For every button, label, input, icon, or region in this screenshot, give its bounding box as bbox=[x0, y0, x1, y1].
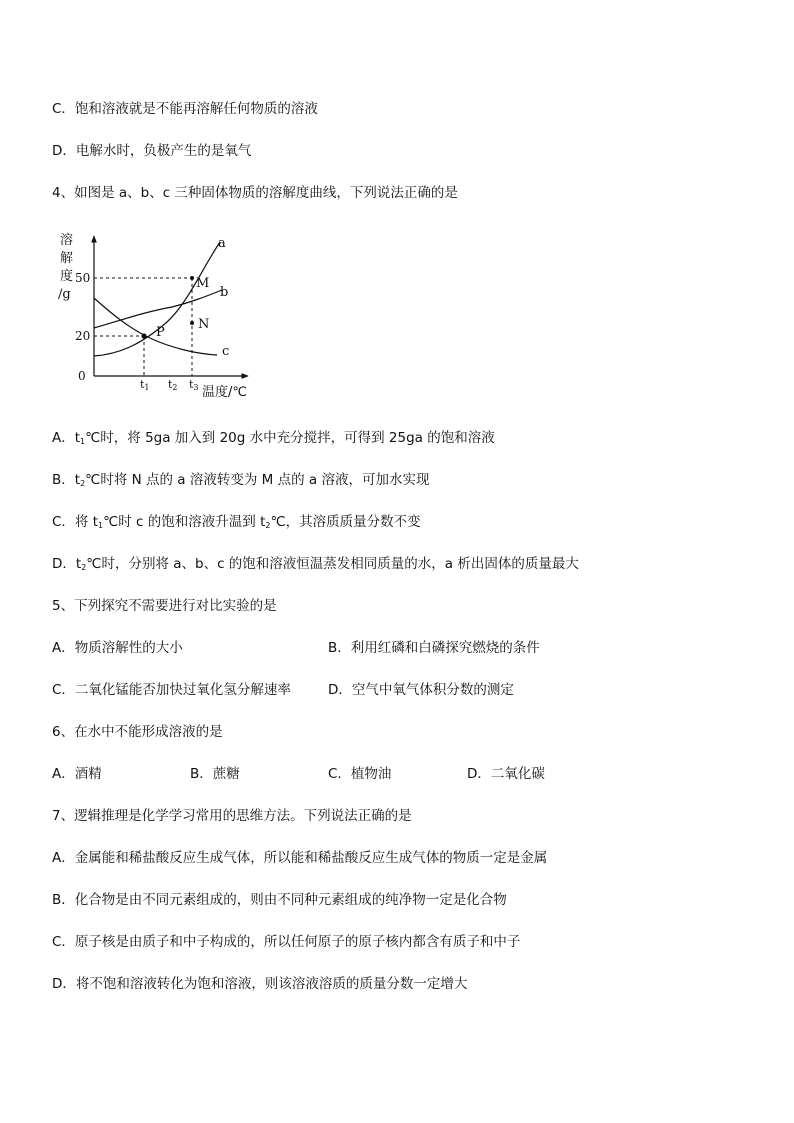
q4-option-a: A．$t_1℃$时，将 5ga 加入到 20g 水中充分搅拌，可得到 25ga 的饱和溶液 bbox=[52, 430, 495, 446]
q6-option-b: B．蔗糖 bbox=[190, 766, 240, 782]
y-label-1: 溶 bbox=[60, 233, 74, 248]
point-label-m: M bbox=[196, 276, 210, 291]
x-axis-label: 温度/℃ bbox=[202, 385, 247, 400]
series-label-b: b bbox=[220, 285, 229, 300]
question-4: 4、如图是 a、b、c 三种固体物质的溶解度曲线，下列说法正确的是 bbox=[52, 185, 458, 201]
q4-option-b: B．$t_2℃$时将 N 点的 a 溶液转变为 M 点的 a 溶液，可加水实现 bbox=[52, 472, 430, 488]
point-label-p: P bbox=[156, 325, 165, 340]
q5-option-c: C．二氧化锰能否加快过氧化氢分解速率 bbox=[52, 682, 291, 698]
y-tick-50: 50 bbox=[75, 271, 91, 285]
q4-option-c: C．将 $t_1℃$时 c 的饱和溶液升温到 $t_2℃$，其溶质质量分数不变 bbox=[52, 514, 421, 530]
q7-option-d: D．将不饱和溶液转化为饱和溶液，则该溶液溶质的质量分数一定增大 bbox=[52, 976, 468, 992]
series-label-a: a bbox=[218, 236, 226, 251]
point-n bbox=[190, 321, 194, 325]
y-label-3: 度 bbox=[60, 269, 74, 284]
point-label-n: N bbox=[198, 317, 210, 332]
point-m bbox=[190, 276, 194, 280]
q7-option-a: A．金属能和稀盐酸反应生成气体，所以能和稀盐酸反应生成气体的物质一定是金属 bbox=[52, 850, 548, 866]
y-label-2: 解 bbox=[60, 251, 74, 266]
q5-option-b: B．利用红磷和白磷探究燃烧的条件 bbox=[328, 640, 540, 656]
series-label-c: c bbox=[222, 344, 230, 359]
q4-option-d: D．$t_2℃$时，分别将 a、b、c 的饱和溶液恒温蒸发相同质量的水，a 析出固体的质量最大 bbox=[52, 556, 579, 572]
question-7: 7、逻辑推理是化学学习常用的思维方法。下列说法正确的是 bbox=[52, 808, 412, 824]
x-tick-t2: t2 bbox=[168, 378, 178, 392]
q5-option-d: D．空气中氧气体积分数的测定 bbox=[328, 682, 514, 698]
q5-option-a: A．物质溶解性的大小 bbox=[52, 640, 183, 656]
point-p bbox=[141, 333, 146, 338]
question-6: 6、在水中不能形成溶液的是 bbox=[52, 724, 223, 740]
x-tick-t3: t3 bbox=[189, 378, 199, 392]
origin-label: 0 bbox=[78, 369, 86, 383]
x-tick-t1: t1 bbox=[140, 378, 150, 392]
y-label-4: /g bbox=[58, 287, 71, 302]
question-5: 5、下列探究不需要进行对比实验的是 bbox=[52, 598, 277, 614]
y-tick-20: 20 bbox=[75, 329, 91, 343]
q6-option-a: A．酒精 bbox=[52, 766, 102, 782]
q7-option-c: C．原子核是由质子和中子构成的，所以任何原子的原子核内都含有质子和中子 bbox=[52, 934, 521, 950]
solubility-chart bbox=[52, 224, 252, 402]
q6-option-d: D．二氧化碳 bbox=[467, 766, 545, 782]
q7-option-b: B．化合物是由不同元素组成的，则由不同种元素组成的纯净物一定是化合物 bbox=[52, 892, 507, 908]
q6-option-c: C．植物油 bbox=[328, 766, 392, 782]
option-c-prev: C．饱和溶液就是不能再溶解任何物质的溶液 bbox=[52, 101, 318, 117]
option-d-prev: D．电解水时，负极产生的是氧气 bbox=[52, 143, 252, 159]
